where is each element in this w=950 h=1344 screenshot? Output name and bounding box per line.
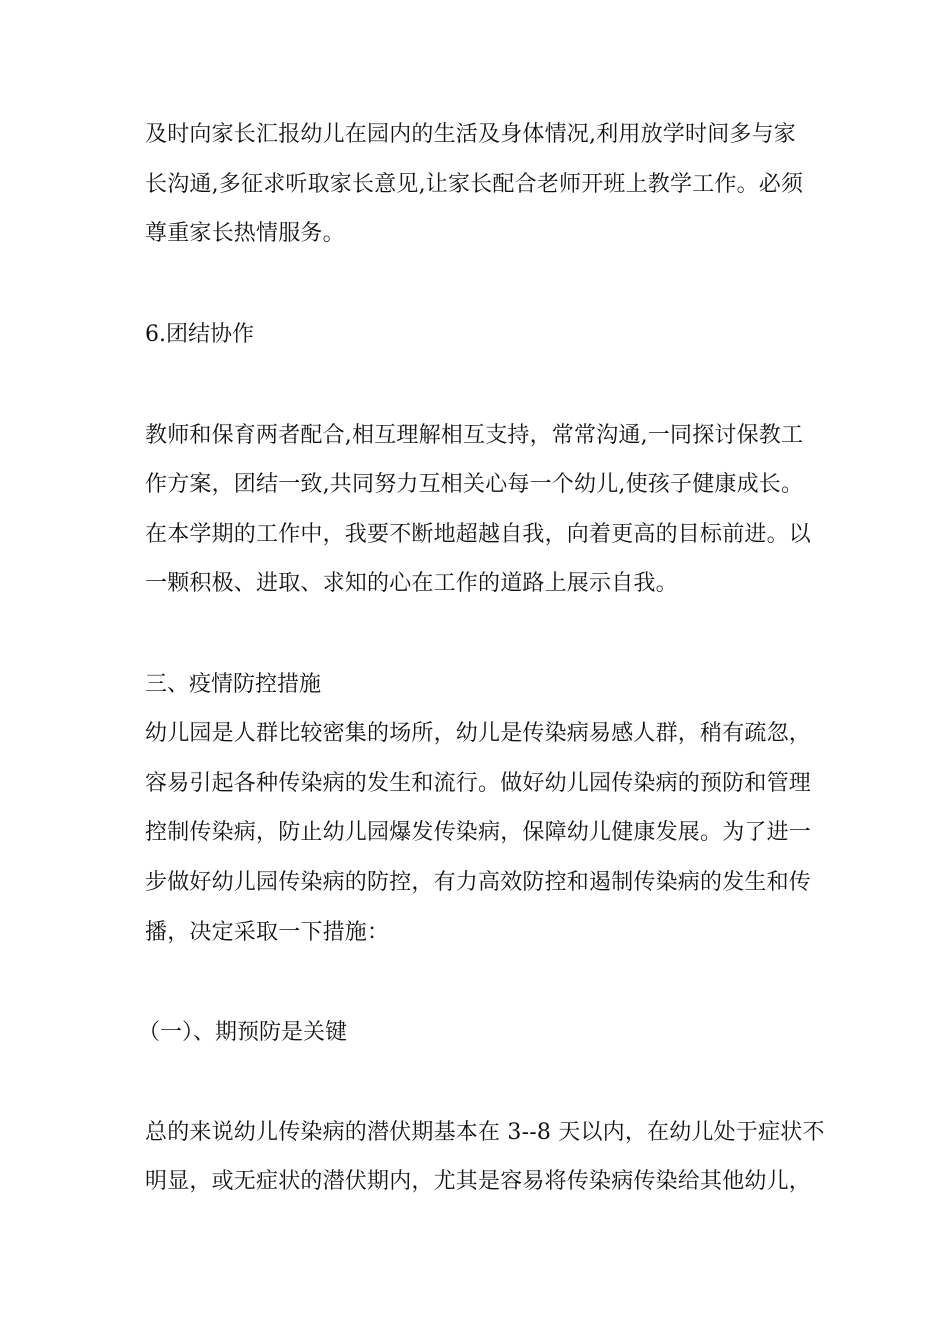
section-heading-6: 6.团结协作 (145, 322, 254, 347)
paragraph-3-line-1: 幼儿园是人群比较密集的场所，幼儿是传染病易感人群，稍有疏忽， (145, 721, 812, 746)
paragraph-3-line-2: 容易引起各种传染病的发生和流行。做好幼儿园传染病的预防和管理 (145, 771, 812, 796)
paragraph-3-line-3: 控制传染病，防止幼儿园爆发传染病，保障幼儿健康发展。为了进一 (145, 820, 812, 845)
paragraph-2-line-1: 教师和保育两者配合,相互理解相互支持，常常沟通,一同探讨保教工 (145, 423, 804, 448)
sub-heading-1: （一）、期预防是关键 (138, 1020, 348, 1045)
section-heading-3: 三、疫情防控措施 (145, 672, 322, 697)
paragraph-2-line-2: 作方案，团结一致,共同努力互相关心每一个幼儿,使孩子健康成长。 (145, 472, 804, 497)
paragraph-3-line-4: 步做好幼儿园传染病的防控，有力高效防控和遏制传染病的发生和传 (145, 870, 812, 895)
paragraph-2-line-3: 在本学期的工作中，我要不断地超越自我，向着更高的目标前进。以 (145, 522, 812, 547)
paragraph-1-line-2: 长沟通,多征求听取家长意见,让家长配合老师开班上教学工作。必须 (145, 172, 804, 197)
paragraph-1-line-3: 尊重家长热情服务。 (145, 221, 345, 246)
paragraph-2-line-4: 一颗积极、进取、求知的心在工作的道路上展示自我。 (145, 571, 678, 596)
paragraph-4-line-1: 总的来说幼儿传染病的潜伏期基本在 3--8 天以内，在幼儿处于症状不 (145, 1120, 825, 1145)
paragraph-1-line-1: 及时向家长汇报幼儿在园内的生活及身体情况,利用放学时间多与家 (145, 122, 796, 147)
paragraph-4-line-2: 明显，或无症状的潜伏期内，尤其是容易将传染病传染给其他幼儿， (145, 1169, 812, 1194)
paragraph-3-line-5: 播，决定采取一下措施： (145, 920, 390, 945)
